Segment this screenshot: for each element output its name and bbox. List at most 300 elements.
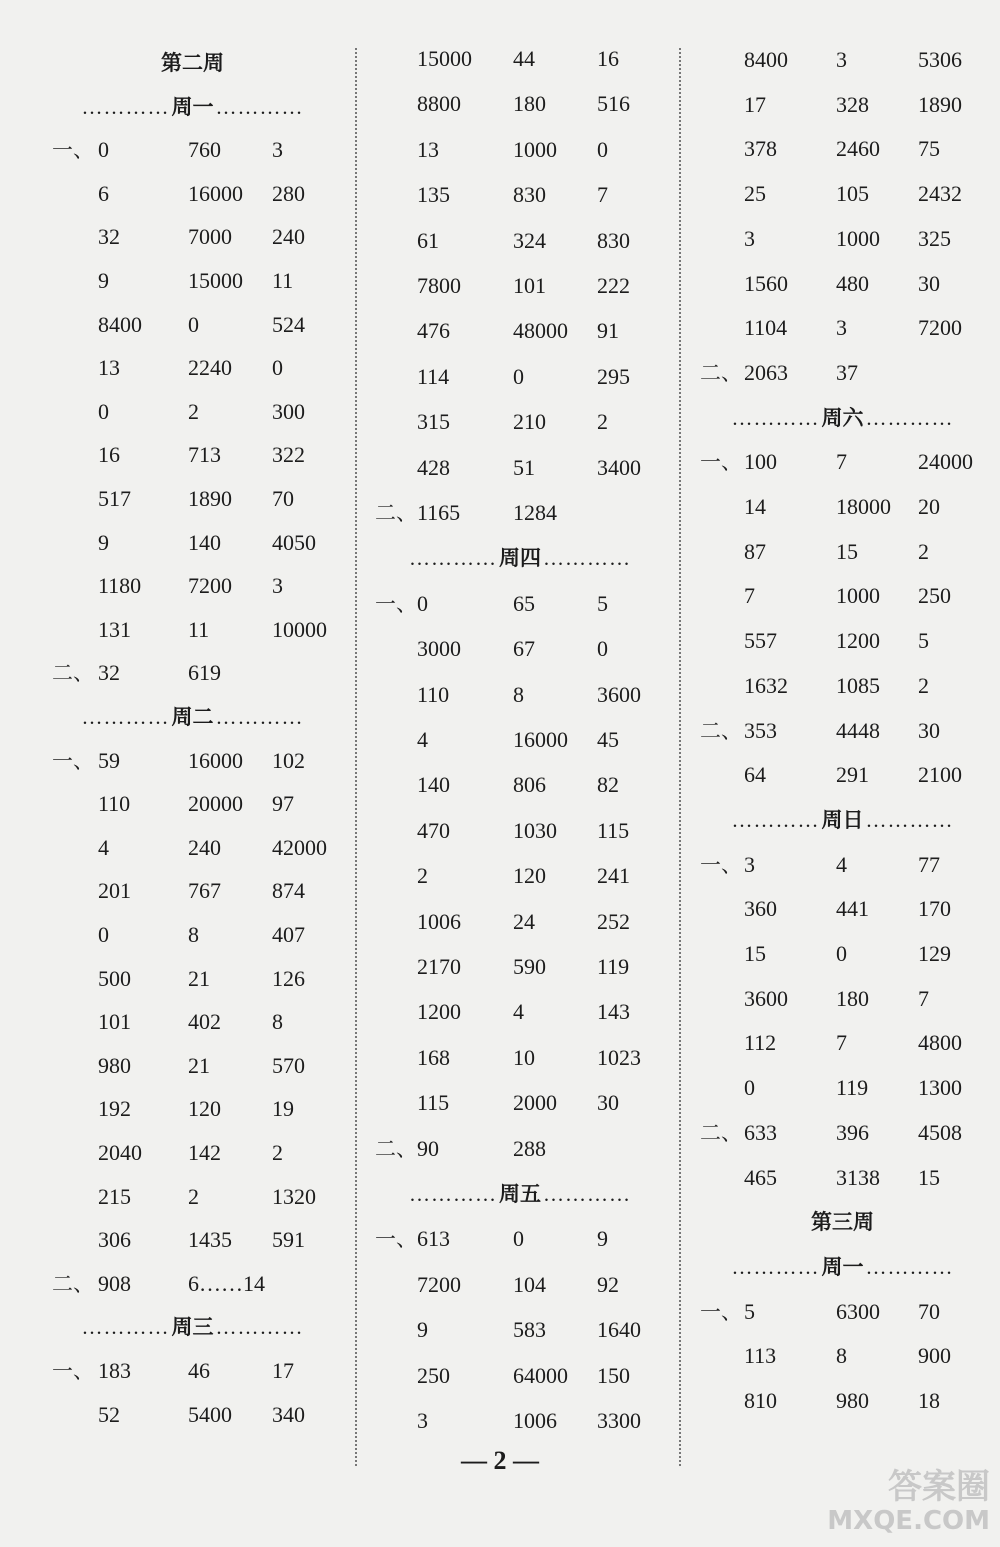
answer-value: 168 [417,1045,450,1070]
answer-value: 810 [744,1388,777,1413]
answer-row [700,90,985,120]
day-heading [700,403,985,433]
day-label: 周一 [171,95,214,119]
answer-value: 250 [918,583,951,608]
answer-value: 8 [836,1343,847,1368]
answer-row [375,135,665,165]
answer-value: 0 [417,591,428,616]
answer-value: 1300 [918,1075,962,1100]
answer-value: 1560 [744,271,788,296]
answer-value: 8400 [98,312,142,337]
question-number: 一、 [700,1300,742,1324]
answer-value: 517 [98,486,131,511]
dotted-leader: ………… [731,808,820,832]
answer-row [375,226,665,256]
answer-value: 1165 [417,500,461,525]
answer-value: 441 [836,896,869,921]
answer-value: 2040 [98,1140,142,1165]
day-heading [40,1312,345,1342]
answer-row [40,658,345,688]
answer-row [375,997,665,1027]
answer-value: 32 [98,224,120,249]
answer-value: 1284 [513,500,557,525]
answer-row [700,850,985,880]
answer-value: 713 [188,442,221,467]
answer-value: 24000 [918,449,973,474]
day-heading [375,1179,665,1209]
answer-value: 30 [918,271,940,296]
answer-value: 105 [836,181,869,206]
answer-value: 82 [597,772,619,797]
answer-value: 77 [918,852,940,877]
answer-value: 4800 [918,1030,962,1055]
answer-value: 8800 [417,91,461,116]
answer-value: 48000 [513,318,568,343]
answer-row [700,134,985,164]
question-number: 一、 [700,853,742,877]
dotted-leader: ………… [409,546,497,570]
answer-value: 7800 [417,273,461,298]
dotted-leader: ………… [865,1255,954,1279]
answer-value: 70 [272,486,294,511]
answer-row [375,1224,665,1254]
answer-value: 2 [188,1184,199,1209]
day-label: 周日 [821,808,864,832]
answer-value: 570 [272,1053,305,1078]
question-number: 二、 [375,501,417,525]
answer-value: 252 [597,909,630,934]
answer-value: 980 [836,1388,869,1413]
answer-value: 129 [918,941,951,966]
answer-value: 591 [272,1227,305,1252]
dotted-leader: ………… [81,95,170,119]
dotted-leader: ………… [543,1182,631,1206]
answer-value: 470 [417,818,450,843]
question-number: 一、 [52,1359,94,1383]
answer-value: 1085 [836,673,880,698]
answer-value: 2 [272,1140,283,1165]
answer-value: 4 [836,852,847,877]
answer-row [40,1182,345,1212]
dotted-leader: ………… [215,95,304,119]
answer-value: 42000 [272,835,327,860]
answer-value: 340 [272,1402,305,1427]
answer-row [40,1007,345,1037]
question-number: 二、 [375,1137,417,1161]
answer-value: 13 [417,137,439,162]
day-heading [700,1252,985,1282]
answer-row [40,310,345,340]
question-number: 二、 [700,361,742,385]
answer-value: 7 [918,986,929,1011]
answer-value: 1180 [98,573,142,598]
answer-value: 150 [597,1363,630,1388]
answer-value: 51 [513,455,535,480]
answer-row [375,861,665,891]
answer-value: 516 [597,91,630,116]
answer-value: 3138 [836,1165,880,1190]
answer-row [375,589,665,619]
answer-row [375,44,665,74]
answer-value: 9 [98,268,109,293]
answer-value: 980 [98,1053,131,1078]
answer-value: 590 [513,954,546,979]
answer-value: 102 [272,748,305,773]
answer-value: 15 [918,1165,940,1190]
answer-row [375,1315,665,1345]
answer-value: 1000 [836,226,880,251]
answer-value: 110 [417,682,450,707]
answer-value: 3 [417,1408,428,1433]
answer-value: 353 [744,718,777,743]
answer-value: 378 [744,136,777,161]
answer-value: 101 [98,1009,131,1034]
answer-value: 65 [513,591,535,616]
answer-row [40,876,345,906]
answer-column-2 [375,0,665,1470]
answer-value: 21 [188,1053,210,1078]
answer-value: 1320 [272,1184,316,1209]
answer-value: 113 [744,1343,777,1368]
answer-row [700,894,985,924]
answer-value: 7200 [417,1272,461,1297]
answer-value: 476 [417,318,450,343]
answer-value: 4 [417,727,428,752]
day-heading [40,702,345,732]
answer-value: 140 [188,530,221,555]
answer-row [40,746,345,776]
answer-value: 126 [272,966,305,991]
answer-row [40,1356,345,1386]
answer-row [40,1269,345,1299]
answer-value: 30 [918,718,940,743]
answer-value: 874 [272,878,305,903]
answer-value: 16000 [188,181,243,206]
answer-value: 1000 [513,137,557,162]
answer-value: 396 [836,1120,869,1145]
answer-value: 500 [98,966,131,991]
answer-value: 9 [98,530,109,555]
answer-row [40,1400,345,1430]
answer-row [375,770,665,800]
answer-value: 7 [744,583,755,608]
answer-row [375,725,665,755]
answer-value: 465 [744,1165,777,1190]
answer-value: 110 [98,791,131,816]
answer-value: 52 [98,1402,120,1427]
answer-row [40,1051,345,1081]
answer-value: 114 [417,364,450,389]
answer-value: 1890 [188,486,232,511]
answer-value: 0 [188,312,199,337]
watermark-stamp [827,1467,990,1538]
question-number: 二、 [52,1272,94,1296]
answer-row [375,407,665,437]
answer-value: 2063 [744,360,788,385]
answer-value: 0 [98,922,109,947]
answer-row [40,528,345,558]
answer-value: 633 [744,1120,777,1145]
answer-value: 428 [417,455,450,480]
answer-value: 201 [98,878,131,903]
answer-value: 295 [597,364,630,389]
answer-row [375,453,665,483]
answer-value: 215 [98,1184,131,1209]
answer-value: 16 [98,442,120,467]
dotted-leader: ………… [865,406,954,430]
answer-value: 90 [417,1136,439,1161]
answer-value: 17 [744,92,766,117]
watermark-line: MXQE.COM [827,1506,990,1536]
answer-row [375,816,665,846]
answer-value: 112 [744,1030,777,1055]
answer-value: 5 [918,628,929,653]
answer-value: 15000 [417,46,472,71]
answer-value: 3400 [597,455,641,480]
answer-value: 64000 [513,1363,568,1388]
answer-value: 322 [272,442,305,467]
answer-value: 8 [272,1009,283,1034]
answer-value: 15 [836,539,858,564]
answer-value: 280 [272,181,305,206]
answer-value: 2 [417,863,428,888]
answer-value: 8 [513,682,524,707]
answer-row [700,224,985,254]
answer-row [700,581,985,611]
question-number: 一、 [375,592,417,616]
dotted-leader: ………… [81,705,170,729]
answer-row [700,1073,985,1103]
answer-row [375,180,665,210]
answer-value: 20 [918,494,940,519]
answer-row [375,1406,665,1436]
answer-value: 100 [744,449,777,474]
answer-row [40,615,345,645]
answer-row [375,1088,665,1118]
answer-row [700,626,985,656]
week-title: 第二周 [161,51,224,75]
answer-value: 760 [188,137,221,162]
dotted-leader: ………… [865,808,954,832]
answer-value: 115 [597,818,630,843]
question-number: 一、 [700,450,742,474]
answer-value: 7200 [918,315,962,340]
answer-row [40,1094,345,1124]
answer-value: 0 [98,399,109,424]
answer-row [40,1225,345,1255]
answer-value: 20000 [188,791,243,816]
dotted-leader: ………… [731,406,820,430]
answer-value: 115 [417,1090,450,1115]
answer-value: 120 [188,1096,221,1121]
answer-row [40,397,345,427]
answer-value: 6……14 [188,1271,265,1296]
answer-value: 120 [513,863,546,888]
answer-value: 2 [918,539,929,564]
answer-value: 4 [98,835,109,860]
answer-value: 183 [98,1358,131,1383]
answer-value: 4508 [918,1120,962,1145]
answer-value: 0 [272,355,283,380]
day-label: 周三 [171,1315,214,1339]
answer-row [375,1043,665,1073]
answer-value: 9 [597,1226,608,1251]
question-number: 一、 [52,138,94,162]
answer-value: 11 [188,617,210,642]
answer-row [375,316,665,346]
day-label: 周五 [499,1182,541,1206]
answer-value: 2 [188,399,199,424]
answer-value: 2 [918,673,929,698]
answer-value: 10000 [272,617,327,642]
answer-row [40,440,345,470]
answer-value: 1030 [513,818,557,843]
answer-value: 3600 [744,986,788,1011]
answer-value: 2100 [918,762,962,787]
answer-row [700,1163,985,1193]
answer-row [700,1297,985,1327]
answer-row [700,45,985,75]
answer-row [700,1341,985,1371]
answer-value: 1000 [836,583,880,608]
answer-value: 4050 [272,530,316,555]
answer-row [40,222,345,252]
answer-value: 67 [513,636,535,661]
answer-value: 210 [513,409,546,434]
answer-value: 325 [918,226,951,251]
answer-value: 1200 [417,999,461,1024]
answer-value: 315 [417,409,450,434]
answer-value: 767 [188,878,221,903]
answer-row [375,952,665,982]
answer-value: 480 [836,271,869,296]
answer-value: 2432 [918,181,962,206]
answer-value: 3000 [417,636,461,661]
answer-value: 131 [98,617,131,642]
answer-value: 1006 [417,909,461,934]
answer-row [700,492,985,522]
answer-value: 8 [188,922,199,947]
answer-value: 18 [918,1388,940,1413]
answer-value: 180 [513,91,546,116]
dotted-leader: ………… [731,1255,820,1279]
answer-row [40,266,345,296]
answer-row [700,671,985,701]
answer-value: 7200 [188,573,232,598]
answer-value: 1023 [597,1045,641,1070]
answer-value: 6300 [836,1299,880,1324]
answer-value: 17 [272,1358,294,1383]
answer-value: 4 [513,999,524,1024]
answer-value: 87 [744,539,766,564]
day-label: 周四 [499,546,541,570]
day-heading [40,92,345,122]
answer-value: 3600 [597,682,641,707]
answer-row [700,179,985,209]
answer-value: 0 [513,364,524,389]
answer-value: 557 [744,628,777,653]
answer-value: 2000 [513,1090,557,1115]
answer-value: 830 [597,228,630,253]
answer-value: 30 [597,1090,619,1115]
answer-row [40,833,345,863]
day-label: 周一 [821,1255,864,1279]
answer-value: 2170 [417,954,461,979]
question-number: 二、 [700,719,742,743]
answer-value: 2460 [836,136,880,161]
answer-value: 119 [597,954,630,979]
answer-value: 1632 [744,673,788,698]
answer-value: 3 [744,852,755,877]
answer-row [700,1028,985,1058]
dotted-leader: ………… [215,705,304,729]
answer-value: 324 [513,228,546,253]
answer-row [375,271,665,301]
answer-value: 8400 [744,47,788,72]
answer-column-1 [40,0,345,1470]
answer-value: 5 [744,1299,755,1324]
answer-value: 0 [597,636,608,661]
dotted-leader: ………… [543,546,631,570]
day-heading [375,543,665,573]
answer-value: 407 [272,922,305,947]
answer-row [375,1270,665,1300]
answer-row [40,353,345,383]
answer-value: 142 [188,1140,221,1165]
answer-value: 32 [98,660,120,685]
answer-value: 64 [744,762,766,787]
question-number: 二、 [52,661,94,685]
answer-value: 1890 [918,92,962,117]
answer-value: 1640 [597,1317,641,1342]
answer-value: 15000 [188,268,243,293]
answer-value: 45 [597,727,619,752]
answer-value: 18000 [836,494,891,519]
answer-value: 250 [417,1363,450,1388]
answer-value: 806 [513,772,546,797]
answer-value: 291 [836,762,869,787]
answer-row [375,1361,665,1391]
answer-value: 3 [272,137,283,162]
dotted-leader: ………… [215,1315,304,1339]
answer-value: 241 [597,863,630,888]
answer-value: 306 [98,1227,131,1252]
answer-row [700,537,985,567]
answer-row [40,179,345,209]
answer-value: 97 [272,791,294,816]
answer-row [375,634,665,664]
answer-value: 908 [98,1271,131,1296]
answer-value: 61 [417,228,439,253]
answer-value: 613 [417,1226,450,1251]
answer-value: 6 [98,181,109,206]
answer-value: 37 [836,360,858,385]
answer-value: 13 [98,355,120,380]
answer-row [700,269,985,299]
answer-value: 402 [188,1009,221,1034]
day-label: 周六 [821,406,864,430]
answer-row [375,362,665,392]
answer-value: 91 [597,318,619,343]
answer-row [40,920,345,950]
answer-value: 5400 [188,1402,232,1427]
answer-value: 7000 [188,224,232,249]
answer-value: 0 [597,137,608,162]
answer-value: 3 [744,226,755,251]
answer-row [700,358,985,388]
answer-value: 75 [918,136,940,161]
answer-value: 170 [918,896,951,921]
